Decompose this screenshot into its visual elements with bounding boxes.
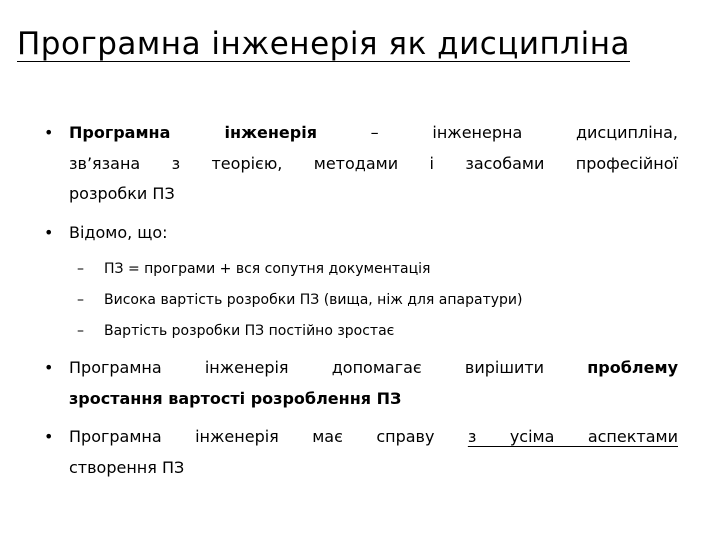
sub-list <box>44 254 678 347</box>
bullet-glyph: • <box>44 123 54 142</box>
sub-item <box>44 254 678 285</box>
bullet-line: зв’язана з теорією, методами і засобами професійної <box>69 153 678 173</box>
text-run: Програмна інженерія має справу <box>69 427 468 446</box>
sub-item-text: Вартість розробки ПЗ постійно зростає <box>104 323 395 339</box>
sub-item <box>44 316 678 347</box>
dash-glyph: – <box>77 323 84 339</box>
dash-glyph: – <box>77 292 84 308</box>
bold-term: Програмна інженерія <box>69 123 317 142</box>
slide-title: Програмна інженерія як дисципліна <box>17 26 630 62</box>
bullet-glyph: • <box>44 222 54 242</box>
bullet-item-definition <box>44 118 678 210</box>
bullet-glyph: • <box>44 358 54 377</box>
bullet-item-all-aspects <box>44 422 678 483</box>
bullet-line <box>69 353 678 384</box>
bullet-line <box>69 384 678 415</box>
bullet-line <box>69 118 678 149</box>
sub-item-text: Висока вартість розробки ПЗ (вища, ніж для апаратури) <box>104 292 523 308</box>
bullet-line: Відомо, що: <box>69 222 168 242</box>
bullet-line: створення ПЗ <box>69 457 185 477</box>
bullet-glyph: • <box>44 427 54 446</box>
bold-term: зростання вартості розроблення ПЗ <box>69 388 402 408</box>
bullet-line <box>69 422 678 453</box>
bullet-line: розробки ПЗ <box>69 184 175 203</box>
slide-body <box>44 118 678 491</box>
text-run: Програмна інженерія допомагає вирішити <box>69 358 588 377</box>
sub-item <box>44 285 678 316</box>
text-run: – інженерна дисципліна, <box>316 123 678 142</box>
dash-glyph: – <box>77 261 84 277</box>
bold-term: проблему <box>587 358 678 377</box>
underlined-phrase: з усіма аспектами <box>467 427 678 446</box>
sub-item-text: ПЗ = програми + вся сопутня документація <box>104 261 431 277</box>
bullet-item-cost-problem <box>44 353 678 414</box>
bullet-item-known-facts <box>44 218 678 249</box>
